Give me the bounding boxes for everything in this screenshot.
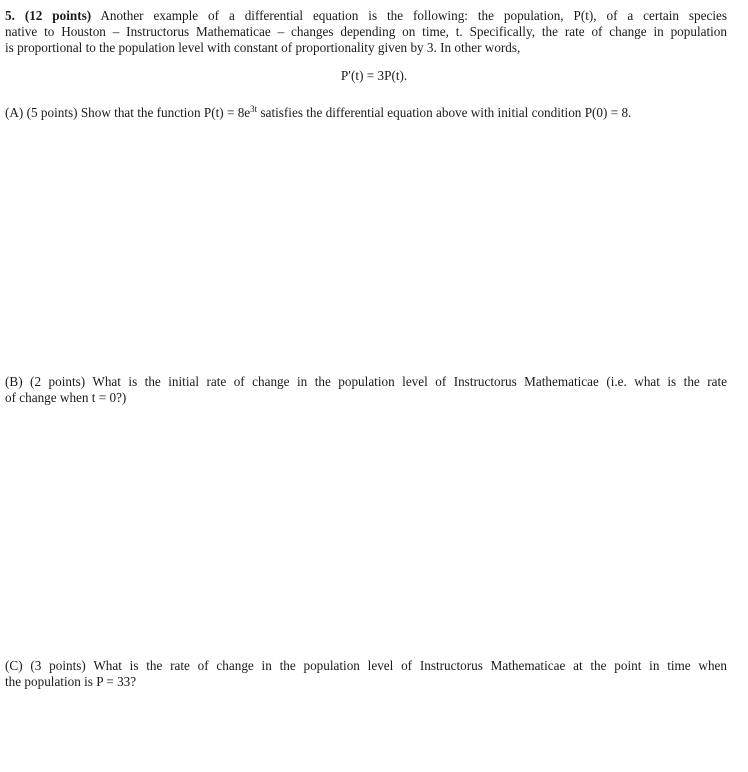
part-b xyxy=(5,374,727,406)
intro-line-2: native to Houston – Instructorus Mathematicae – changes depending on time, t. Specifically, the rate of change in population xyxy=(5,24,727,39)
problem-points: (12 points) xyxy=(24,8,92,23)
part-a-text-pre: Show that the function P(t) = 8e xyxy=(80,105,251,120)
part-a-label: (A) (5 points) xyxy=(5,105,78,120)
part-a-line-1 xyxy=(5,105,727,121)
intro-line-1 xyxy=(5,8,727,24)
part-c-text-1: What is the rate of change in the population level of Instructorus Mathematicae at the point in time when xyxy=(93,658,727,673)
problem-number: 5. xyxy=(5,8,15,23)
differential-equation: P′(t) = 3P(t). xyxy=(340,68,408,83)
part-a-exponent: 3t xyxy=(250,104,258,114)
part-c-line-1 xyxy=(5,658,727,674)
part-c xyxy=(5,658,727,690)
part-b-line-1 xyxy=(5,374,727,390)
intro-line-3: is proportional to the population level with constant of proportionality given by 3. In other words, xyxy=(5,40,521,55)
part-c-label: (C) (3 points) xyxy=(5,658,86,673)
part-a xyxy=(5,105,727,121)
part-a-text-post: satisfies the differential equation above with initial condition P(0) = 8. xyxy=(257,105,632,120)
problem-intro xyxy=(5,8,727,56)
part-c-line-2: the population is P = 33? xyxy=(5,674,137,689)
part-b-line-2: of change when t = 0?) xyxy=(5,390,127,405)
part-b-label: (B) (2 points) xyxy=(5,374,86,389)
part-b-text-1: What is the initial rate of change in the population level of Instructorus Mathematicae (i.e. what is the rate xyxy=(92,374,727,389)
intro-text-1: Another example of a differential equation is the following: the population, P(t), of a certain species xyxy=(100,8,728,23)
